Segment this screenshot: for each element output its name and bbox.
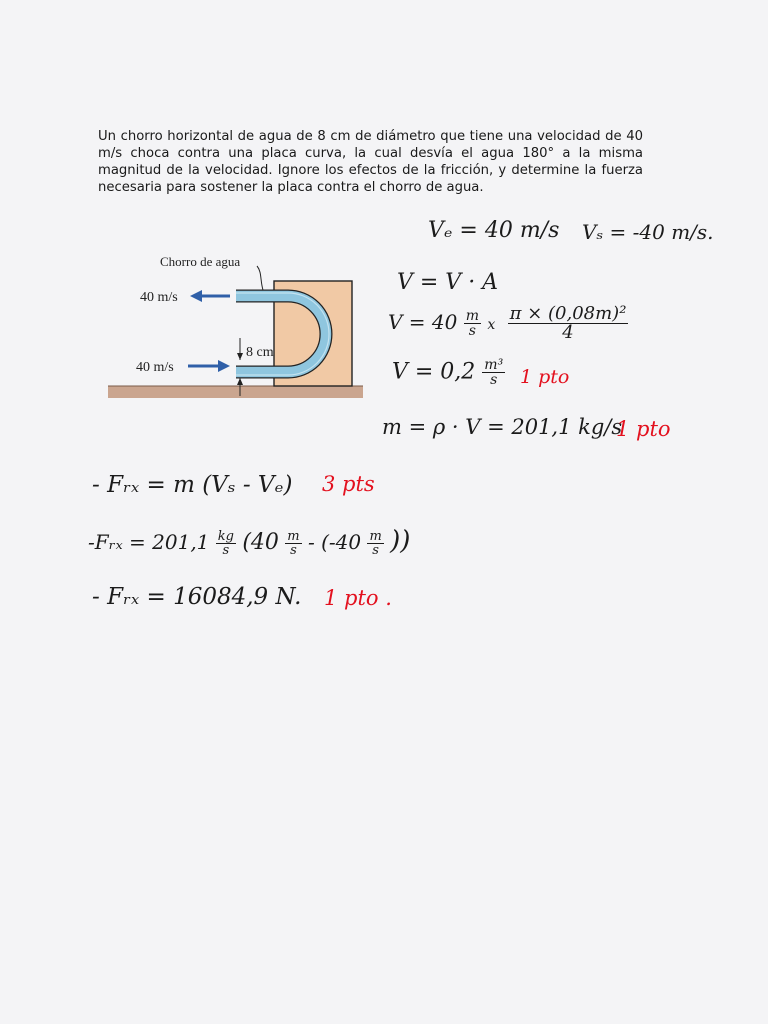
label-speed-top: 40 m/s: [140, 290, 178, 305]
eq2-m2-den: s: [372, 543, 379, 558]
problem-statement: Un chorro horizontal de agua de 8 cm de diámetro que tiene una velocidad de 40 m/s choca contra una placa curva, la cual desvía el agua 180° a la misma magnitud de la velocidad. Ignore los efectos de la fricción, y determine la fuerza necesaria para sostener la placa contra el chorro de agua.: [98, 129, 643, 195]
eq2-units-num: kg: [217, 529, 234, 544]
flow-calc-area-fraction: [508, 305, 629, 342]
flow-result-prefix: V = 0,2: [392, 359, 476, 385]
eq2-units: [216, 530, 236, 557]
eq2-m2-num: m: [369, 529, 382, 544]
flow-result: [392, 358, 505, 387]
equation-2: [88, 526, 410, 557]
label-diameter: 8 cm: [246, 345, 274, 360]
mass-points: 1 pto: [616, 417, 671, 441]
eq2-m2: [367, 530, 383, 557]
flow-calc-prefix: V = 40: [388, 310, 458, 334]
eq2-prefix: -Fᵣₓ = 201,1: [88, 530, 210, 554]
flow-calc-units: [464, 309, 481, 338]
equation-1: - Fᵣₓ = m (Vₛ - Vₑ): [92, 472, 293, 498]
flow-calc-units-num: m: [465, 308, 480, 324]
eq2-open: (40: [242, 530, 279, 555]
eq2-mid: - (-40: [307, 530, 362, 554]
flow-calculation: [388, 305, 628, 342]
eq2-units-den: s: [222, 543, 230, 558]
equation-3-points: 1 pto .: [324, 586, 392, 610]
equation-1-points: 3 pts: [322, 472, 375, 496]
velocity-in: Vₑ = 40 m/s: [428, 218, 560, 243]
flow-calc-frac-num: π × (0,08m)²: [509, 303, 627, 324]
label-jet: Chorro de agua: [160, 254, 241, 269]
mass-flow: m = ρ · V = 201,1 kg/s: [382, 415, 623, 439]
flow-result-units-num: m³: [484, 357, 504, 373]
eq2-close: )): [390, 526, 411, 556]
eq2-m1-den: s: [290, 543, 297, 558]
flow-calc-frac-den: 4: [562, 322, 574, 343]
eq2-m1: [285, 530, 301, 557]
flow-calc-times: x: [487, 317, 496, 333]
flow-calc-units-den: s: [468, 323, 476, 339]
jet-diagram: [100, 250, 370, 414]
flow-result-units-den: s: [490, 372, 498, 388]
label-speed-bottom: 40 m/s: [136, 360, 174, 375]
flow-points: 1 pto: [520, 366, 570, 388]
flow-definition: V = V · A: [397, 270, 499, 295]
jet-diagram-svg: [100, 250, 370, 410]
velocity-out: Vₛ = -40 m/s.: [582, 220, 714, 244]
flow-result-units: [482, 358, 505, 387]
equation-3: - Fᵣₓ = 16084,9 N.: [92, 584, 302, 610]
ground: [108, 386, 363, 398]
jet-label-leader: [257, 266, 263, 290]
eq2-m1-num: m: [287, 529, 300, 544]
